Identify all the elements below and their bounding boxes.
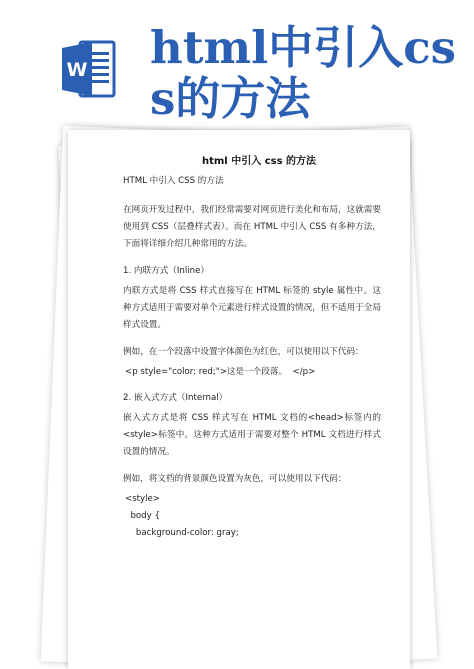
section-1-example-code: <p style="color: red;">这是一个段落。 </p> — [125, 367, 316, 377]
document-body — [119, 155, 381, 542]
section-2-example-intro: 例如，将文档的背景颜色设置为灰色，可以使用以下代码： — [123, 474, 347, 484]
code-line: background-color: gray; — [125, 528, 239, 538]
section-1-body: 内联方式是将 CSS 样式直接写在 HTML 标签的 style 属性中。这种方式适用于需要对单个元素进行样式设置的情况，但不适用于全局样式设置。 — [123, 286, 381, 330]
document-title: html 中引入 css 的方法 — [201, 156, 317, 167]
section-2-heading: 2. 嵌入式方式（Internal） — [123, 393, 228, 403]
code-line: <style> — [125, 494, 161, 504]
section-2-body: 嵌入式方式是将 CSS 样式写在 HTML 文档的<head>标签内的<style>标签中。这种方式适用于需要对整个 HTML 文档进行样式设置的情况。 — [123, 413, 381, 457]
intro-paragraph: 在网页开发过程中，我们经常需要对网页进行美化和布局，这就需要使用到 CSS（层叠样式表）。而在 HTML 中引入 CSS 有多种方法，下面将详细介绍几种常用的方法。 — [123, 205, 381, 249]
header — [0, 0, 474, 125]
word-icon-letter: W — [66, 59, 88, 81]
section-1-example-intro: 例如，在一个段落中设置字体颜色为红色，可以使用以下代码： — [123, 347, 364, 357]
page-title: html中引入css的方法 — [150, 21, 456, 125]
code-line: body { — [125, 511, 160, 521]
document-subtitle: HTML 中引入 CSS 的方法 — [123, 176, 224, 186]
word-document-icon — [62, 38, 116, 100]
section-1-heading: 1. 内联方式（Inline） — [123, 266, 209, 276]
